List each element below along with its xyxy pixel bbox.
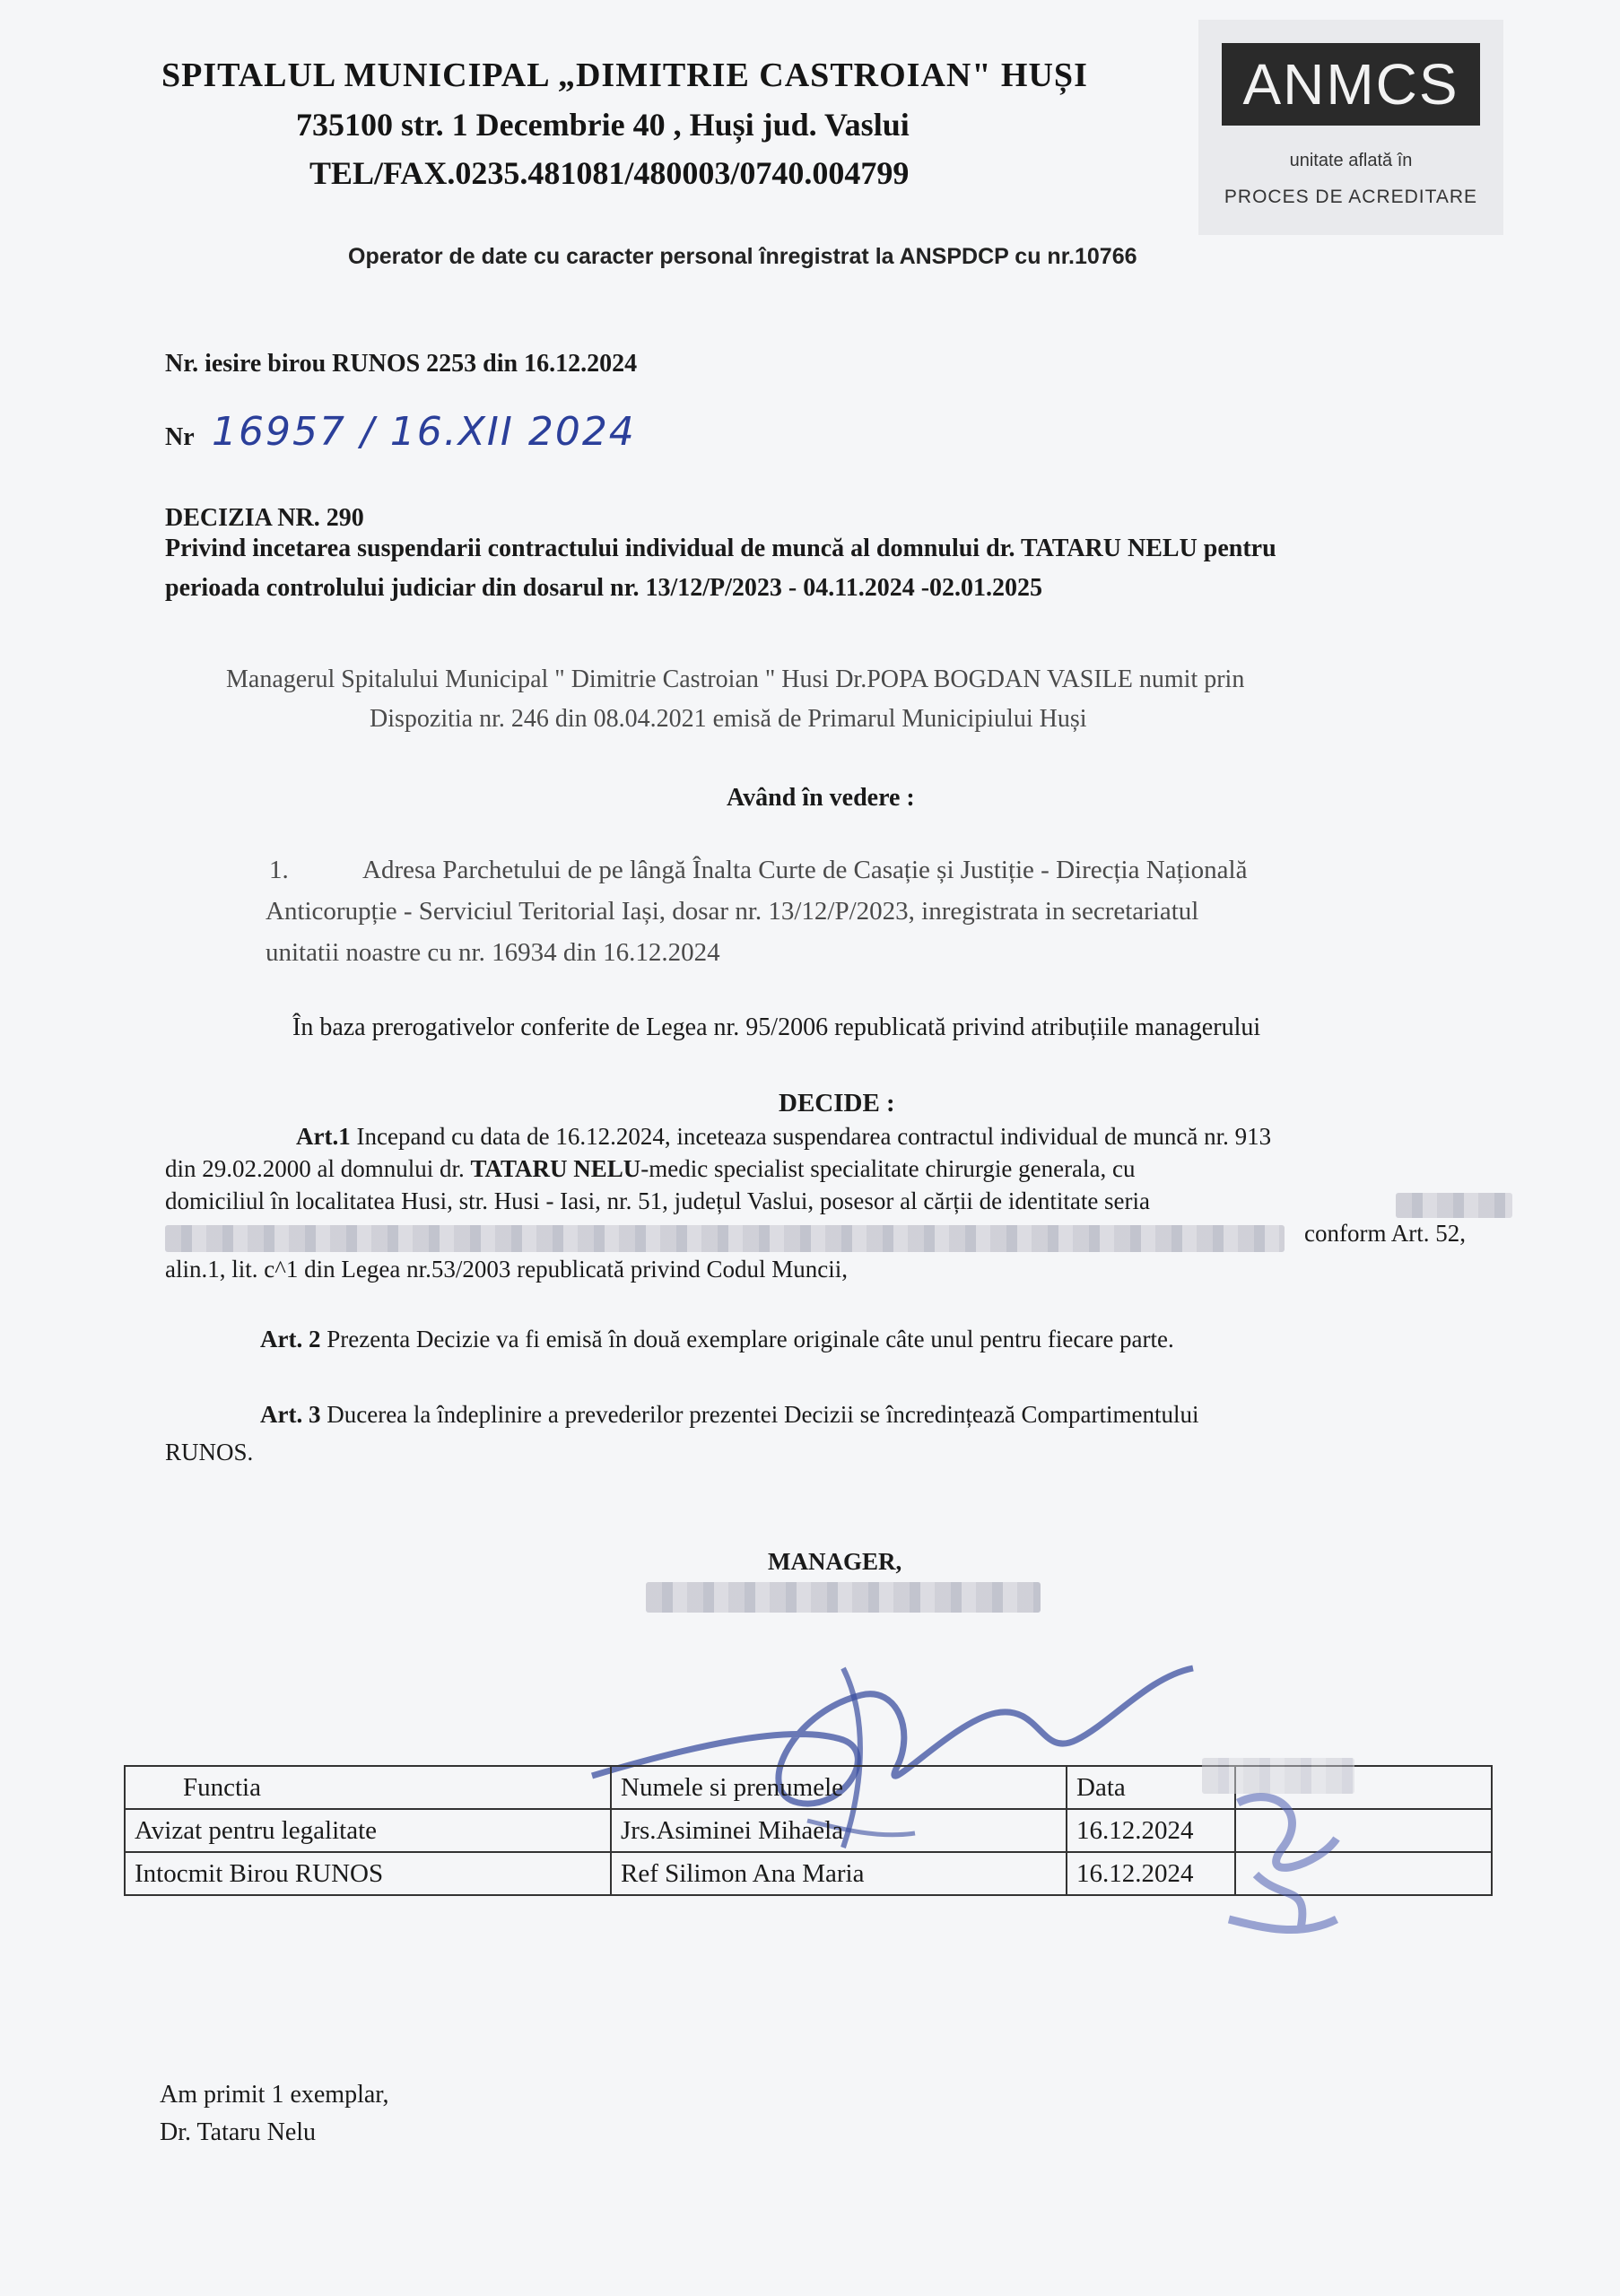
art2-text: Prezenta Decizie va fi emisă în două exemplare originale câte unul pentru fiecare parte.	[327, 1326, 1174, 1352]
table-cell: 16.12.2024	[1067, 1809, 1235, 1852]
exit-number: Nr. iesire birou RUNOS 2253 din 16.12.2024	[165, 350, 638, 378]
redacted-manager-name	[646, 1582, 1041, 1613]
art1-label: Art.1	[296, 1123, 351, 1150]
data-operator-note: Operator de date cu caracter personal înregistrat la ANSPDCP cu nr.10766	[348, 244, 1137, 269]
anmcs-logo: ANMCS	[1222, 43, 1480, 126]
manager-intro-line1: Managerul Spitalului Municipal " Dimitrie Castroian " Husi Dr.POPA BOGDAN VASILE numit prin	[226, 665, 1245, 693]
art1-line1	[296, 1123, 1271, 1151]
table-cell: Avizat pentru legalitate	[125, 1809, 611, 1852]
table-cell: Jrs.Asiminei Mihaela	[611, 1809, 1067, 1852]
redacted-personal-data	[165, 1225, 1285, 1252]
hospital-name: SPITALUL MUNICIPAL „DIMITRIE CASTROIAN" HUȘI	[161, 57, 1088, 94]
receipt-line1: Am primit 1 exemplar,	[160, 2081, 389, 2109]
manager-label: MANAGER,	[768, 1548, 902, 1575]
decision-title: DECIZIA NR. 290	[165, 504, 364, 532]
art3-text-line1: Ducerea la îndeplinire a prevederilor prezentei Decizii se încredințează Compartimentului	[327, 1401, 1199, 1428]
hospital-address: 735100 str. 1 Decembrie 40 , Huși jud. Vaslui	[296, 107, 910, 143]
art1-line3: domiciliul în localitatea Husi, str. Husi - Iasi, nr. 51, județul Vaslui, posesor al cărții de identitate seria	[165, 1187, 1151, 1214]
art1-text-line2: din 29.02.2000 al domnului dr.	[165, 1155, 465, 1182]
considering-item-line2: Anticorupție - Serviciul Teritorial Iași, dosar nr. 13/12/P/2023, inregistrata in secretariatul	[266, 897, 1199, 926]
hospital-phone: TEL/FAX.0235.481081/480003/0740.004799	[309, 155, 910, 191]
art1-text-line1: Incepand cu data de 16.12.2024, inceteaza suspendarea contractul individual de muncă nr. 913	[356, 1123, 1272, 1150]
considering-heading: Având în vedere :	[727, 784, 915, 812]
receipt-line2: Dr. Tataru Nelu	[160, 2118, 317, 2146]
table-header-cell: Numele si prenumele	[611, 1766, 1067, 1809]
decision-subject-line1: Privind incetarea suspendarii contractului individual de muncă al domnului dr. TATARU NELU pentru	[165, 535, 1276, 562]
table-header-cell: Data	[1067, 1766, 1235, 1809]
decision-subject-line2: perioada controlului judiciar din dosarul nr. 13/12/P/2023 - 04.11.2024 -02.01.2025	[165, 574, 1043, 602]
registry-nr-handwritten: 16957 / 16.XII 2024	[212, 409, 636, 455]
art1-text-line2-rest: -medic specialist specialitate chirurgie generala, cu	[640, 1155, 1136, 1182]
anmcs-status-line1: unitate aflată în	[1289, 151, 1413, 170]
table-cell: 16.12.2024	[1067, 1852, 1235, 1895]
table-header-cell: Functia	[125, 1766, 611, 1809]
table-cell: Intocmit Birou RUNOS	[125, 1852, 611, 1895]
legal-basis: În baza prerogativelor conferite de Legea nr. 95/2006 republicată privind atribuțiile managerului	[292, 1013, 1261, 1041]
art3-line2: RUNOS.	[165, 1439, 254, 1465]
art1-line5: alin.1, lit. c^1 din Legea nr.53/2003 republicată privind Codul Muncii,	[165, 1256, 849, 1283]
table-cell: Ref Silimon Ana Maria	[611, 1852, 1067, 1895]
art2	[260, 1326, 1174, 1353]
considering-item-line3: unitatii noastre cu nr. 16934 din 16.12.2024	[266, 938, 720, 967]
signature-scribble-icon	[1202, 1749, 1381, 1955]
decide-heading: DECIDE :	[779, 1089, 895, 1118]
art3-label: Art. 3	[260, 1401, 321, 1428]
anmcs-badge	[1198, 20, 1503, 235]
anmcs-status-line2: PROCES DE ACREDITARE	[1224, 187, 1478, 207]
manager-intro-line2: Dispozitia nr. 246 din 08.04.2021 emisă de Primarul Municipiului Huși	[370, 705, 1087, 733]
redacted-id-series	[1396, 1193, 1512, 1218]
art1-line4-end: conform Art. 52,	[1304, 1220, 1466, 1247]
registry-nr-label: Nr	[165, 423, 195, 451]
considering-item-line1: Adresa Parchetului de pe lângă Înalta Curte de Casație și Justiție - Direcția Națională	[362, 856, 1248, 884]
art2-label: Art. 2	[260, 1326, 321, 1352]
art1-employee-name: TATARU NELU	[470, 1155, 641, 1182]
art1-line2	[165, 1155, 1136, 1183]
considering-item-number: 1.	[269, 856, 289, 884]
art3-line1	[260, 1401, 1199, 1429]
